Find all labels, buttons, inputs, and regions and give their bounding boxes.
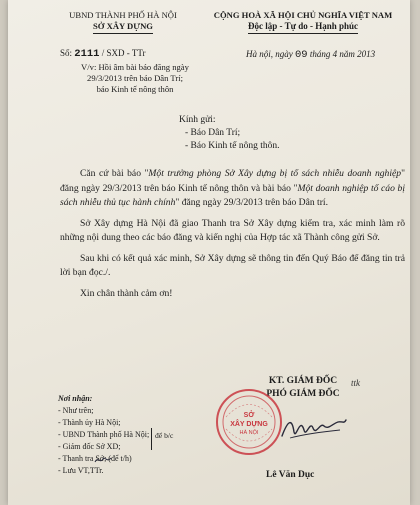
body-paragraph-2: Sở Xây dựng Hà Nội đã giao Thanh tra Sở Xây dựng kiểm tra, xác minh làm rõ những nội dung theo các báo đăng và kiến nghị của Hợp tác xã Thành công gửi Sở. (60, 217, 405, 243)
date-day: 09 (295, 49, 308, 61)
official-stamp-icon (214, 387, 284, 457)
date-rest: tháng 4 năm 2013 (309, 49, 376, 59)
subject (60, 62, 210, 95)
handwritten-signature-icon (280, 410, 348, 444)
body-text: " đăng ngày 29/3/2013 trên báo Dân trí. (175, 197, 328, 208)
body-paragraph-1 (60, 167, 405, 211)
header-left (48, 10, 198, 34)
subject-line-3: báo Kinh tế nông thôn (96, 84, 174, 94)
body-text: Căn cứ bài báo " (80, 168, 149, 179)
header-right (193, 10, 413, 34)
dept-name: SỞ XÂY DỰNG (93, 21, 153, 31)
signature-role: PHÓ GIÁM ĐỐC (266, 389, 340, 399)
stamp-text-1: SỞ (243, 412, 255, 419)
stamp-text-2: XÂY DỰNG (230, 421, 268, 428)
subject-line-1: V/v: Hồi âm bài báo đăng ngày (81, 62, 189, 72)
cc-list (58, 405, 149, 477)
header-left-underline (93, 33, 153, 34)
recipient-item: - Báo Dân Trí; (185, 128, 241, 138)
article-title-2: Một doanh nghiệp tố cáo bị sách nhiễu thủ tục hành chính (60, 182, 405, 208)
body-text: " đăng ngày 29/3/2013 trên báo Kinh tế nông thôn và bài báo " (60, 168, 405, 194)
republic-name: CỘNG HOÀ XÃ HỘI CHỦ NGHĨA VIỆT NAM (213, 10, 393, 20)
ref-prefix: Số: (60, 48, 73, 58)
letter-page (8, 0, 410, 505)
org-name: UBND THÀNH PHỐ HÀ NỘI (69, 10, 177, 20)
signer-initials: ttk (351, 378, 360, 388)
subject-line-2: 29/3/2013 trên báo Dân Trí; (87, 73, 183, 83)
cc-item: - UBND Thành phố Hà Nội; (58, 430, 150, 439)
date-prefix: Hà nội, ngày (246, 49, 293, 59)
stamp-text-3: HÀ NỘI (239, 430, 259, 436)
header-right-underline (248, 33, 358, 34)
reference-number (60, 48, 146, 60)
cc-item: - Thanh tra Sở; (để t/h) (58, 454, 132, 463)
body-paragraph-4: Xin chân thành cảm ơn! (80, 287, 173, 299)
cc-item: - Thành ủy Hà Nội; (58, 418, 121, 427)
ref-number: 2111 (74, 48, 100, 60)
cc-label: Nơi nhận: (58, 394, 93, 403)
signature-kt: KT. GIÁM ĐỐC (268, 376, 338, 386)
article-title-1: Một trưởng phòng Sở Xây dựng bị tố sách nhiễu doanh nghiệp (148, 168, 402, 179)
letter-body (60, 167, 405, 307)
cc-item: - Lưu VT,TTr. (58, 466, 104, 475)
signer-name: Lê Văn Dục (266, 470, 315, 480)
ref-suffix: / SXD - TTr (101, 48, 146, 58)
cc-item: - Giám đốc Sở XD; (58, 442, 121, 451)
cc-item: - Như trên; (58, 406, 94, 415)
cc-note: để b/c (155, 431, 174, 440)
body-paragraph-3: Sau khi có kết quả xác minh, Sở Xây dựng sẽ thông tin đến Quý Báo để đăng tin trả lời bạn đọc./. (60, 252, 405, 278)
handwritten-initial-icon (94, 455, 112, 465)
place-date (246, 49, 375, 61)
recipients-label: Kính gửi: (179, 115, 216, 125)
recipient-item: - Báo Kinh tế nông thôn. (185, 141, 280, 151)
motto: Độc lập - Tự do - Hạnh phúc (247, 21, 358, 31)
